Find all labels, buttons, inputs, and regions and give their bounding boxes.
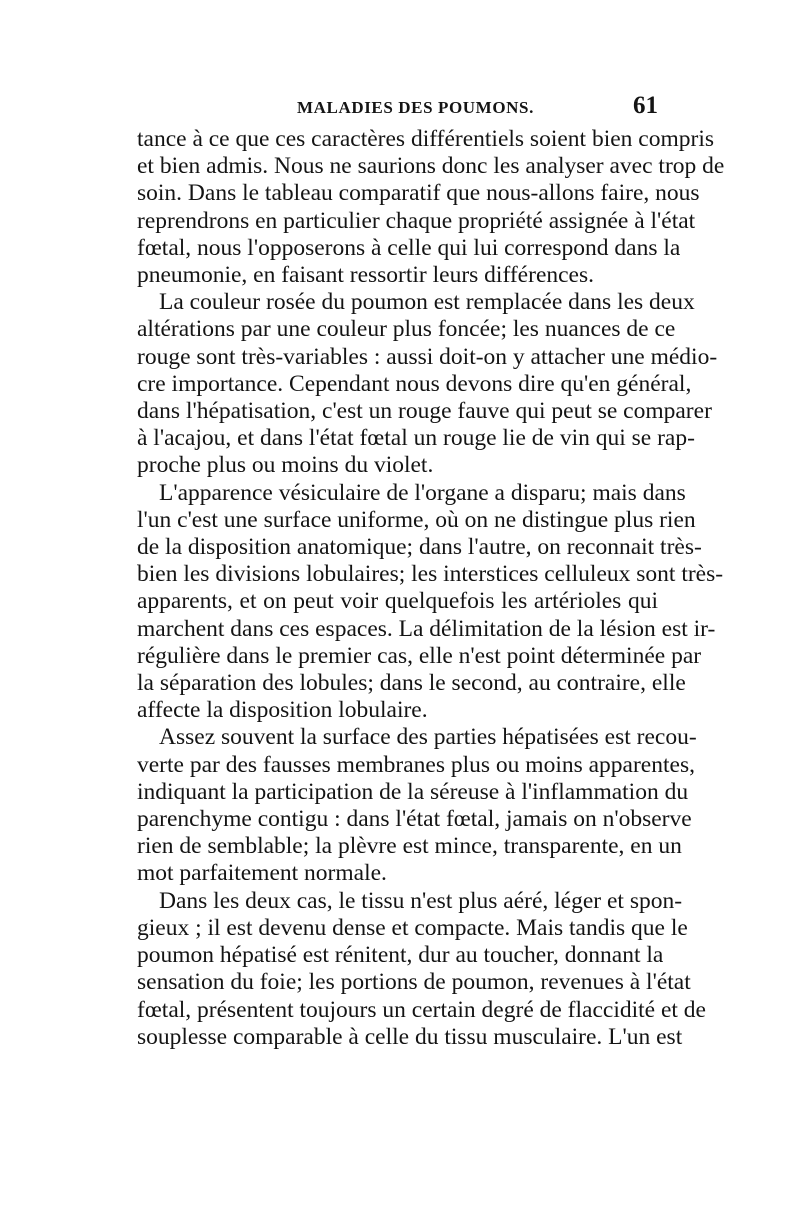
text-line: reprendrons en particulier chaque propriété assignée à l'état xyxy=(137,207,696,234)
text-line: marchent dans ces espaces. La délimitation de la lésion est ir- xyxy=(137,615,716,642)
paragraph xyxy=(137,479,724,725)
paragraph xyxy=(137,289,718,479)
text-line: proche plus ou moins du violet. xyxy=(137,452,434,479)
text-line: rouge sont très-variables : aussi doit-on y attacher une médio- xyxy=(137,343,718,370)
text-line: bien les divisions lobulaires; les interstices celluleux sont très- xyxy=(137,561,724,588)
text-line: Assez souvent la surface des parties hépatisées est recou- xyxy=(159,724,697,751)
text-line: gieux ; il est devenu dense et compacte. Mais tandis que le xyxy=(137,914,688,941)
paragraph xyxy=(137,126,725,289)
text-line: pneumonie, en faisant ressortir leurs différences. xyxy=(137,262,594,289)
text-line: sensation du foie; les portions de poumon, revenues à l'état xyxy=(137,969,691,996)
text-line: fœtal, nous l'opposerons à celle qui lui correspond dans la xyxy=(137,234,681,261)
text-line: souplesse comparable à celle du tissu musculaire. L'un est xyxy=(137,1023,683,1050)
text-line: Dans les deux cas, le tissu n'est plus aéré, léger et spon- xyxy=(159,887,683,914)
text-line: dans l'hépatisation, c'est un rouge fauve qui peut se comparer xyxy=(137,398,712,425)
text-line: altérations par une couleur plus foncée; les nuances de ce xyxy=(137,316,676,343)
text-line: la séparation des lobules; dans le second, au contraire, elle xyxy=(137,670,686,697)
body-text xyxy=(137,126,725,1051)
text-line: apparents, et on peut voir quelquefois les artérioles qui xyxy=(137,588,658,615)
text-line: de la disposition anatomique; dans l'autre, on reconnait très- xyxy=(137,534,702,561)
text-line: indiquant la participation de la séreuse à l'inflammation du xyxy=(137,778,689,805)
text-line: cre importance. Cependant nous devons dire qu'en général, xyxy=(137,370,692,397)
text-line: parenchyme contigu : dans l'état fœtal, jamais on n'observe xyxy=(137,806,692,833)
text-line: l'un c'est une surface uniforme, où on ne distingue plus rien xyxy=(137,506,696,533)
paragraph xyxy=(137,887,706,1051)
text-line: rien de semblable; la plèvre est mince, transparente, en un xyxy=(137,833,682,860)
text-line: et bien admis. Nous ne saurions donc les analyser avec trop de xyxy=(137,153,725,180)
running-title: MALADIES DES POUMONS. xyxy=(297,98,534,117)
text-line: affecte la disposition lobulaire. xyxy=(137,697,428,724)
text-line: verte par des fausses membranes plus ou moins apparentes, xyxy=(137,751,695,778)
text-line: régulière dans le premier cas, elle n'est point déterminée par xyxy=(137,642,702,669)
text-line: soin. Dans le tableau comparatif que nous-allons faire, nous xyxy=(137,180,700,207)
page-number: 61 xyxy=(633,92,658,119)
text-line: tance à ce que ces caractères différentiels soient bien compris xyxy=(137,126,714,152)
text-line: à l'acajou, et dans l'état fœtal un rouge lie de vin qui se rap- xyxy=(137,425,695,452)
text-line: mot parfaitement normale. xyxy=(137,860,387,887)
text-line: L'apparence vésiculaire de l'organe a disparu; mais dans xyxy=(159,479,686,506)
text-line: poumon hépatisé est rénitent, dur au toucher, donnant la xyxy=(137,942,664,969)
text-line: La couleur rosée du poumon est remplacée dans les deux xyxy=(159,289,695,316)
running-head xyxy=(137,92,658,126)
text-line: fœtal, présentent toujours un certain degré de flaccidité et de xyxy=(137,996,706,1023)
paragraph xyxy=(137,724,697,887)
